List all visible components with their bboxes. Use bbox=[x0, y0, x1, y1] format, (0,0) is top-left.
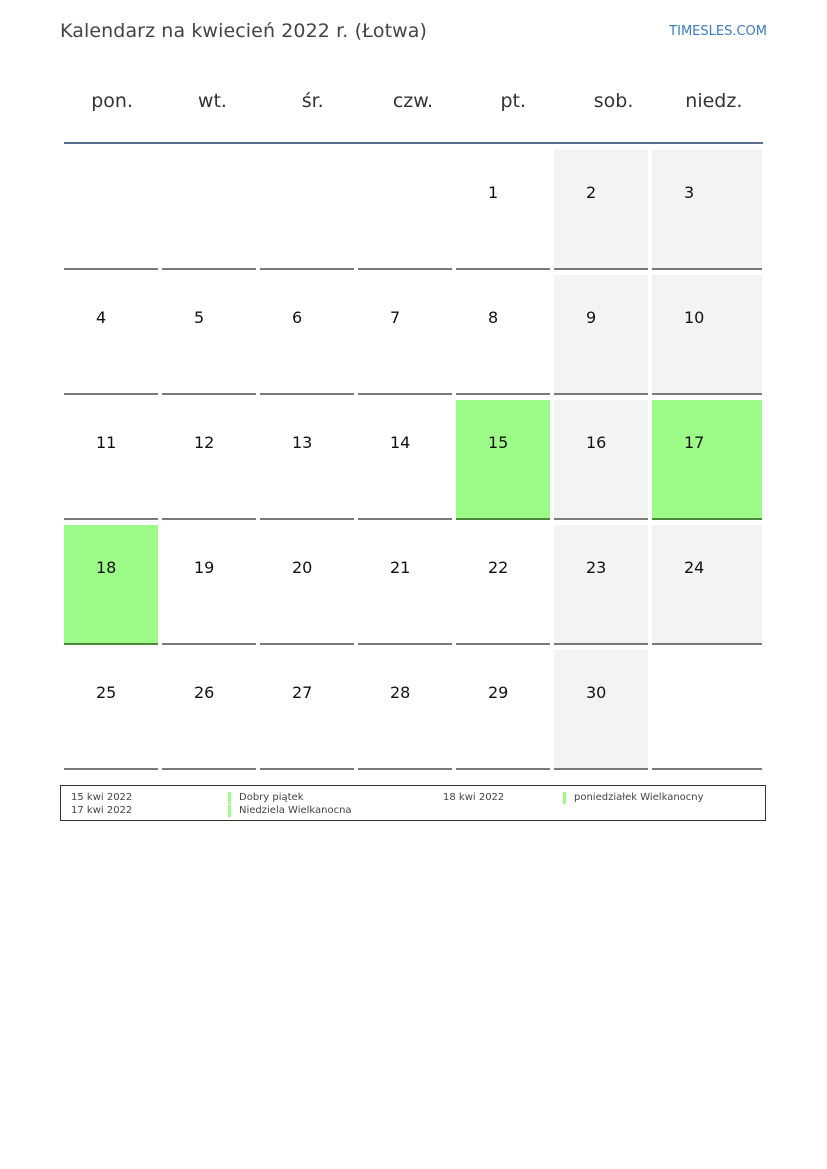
day-number: 2 bbox=[586, 183, 597, 202]
day-number: 12 bbox=[194, 433, 215, 452]
day-number: 1 bbox=[488, 183, 499, 202]
day-cell bbox=[162, 275, 256, 395]
weekday-saturday: sob. bbox=[593, 90, 634, 112]
day-cell bbox=[554, 275, 648, 395]
legend-holiday-name: poniedziałek Wielkanocny bbox=[563, 792, 704, 804]
day-cell bbox=[652, 525, 762, 645]
day-cell bbox=[260, 525, 354, 645]
day-cell bbox=[358, 525, 452, 645]
day-number: 18 bbox=[96, 558, 117, 577]
day-number: 29 bbox=[488, 683, 509, 702]
day-number: 21 bbox=[390, 558, 411, 577]
day-cell bbox=[456, 275, 550, 395]
legend-holiday-name: Dobry piątek bbox=[228, 792, 304, 804]
day-cell bbox=[162, 650, 256, 770]
day-cell bbox=[260, 650, 354, 770]
legend-date: 15 kwi 2022 bbox=[71, 792, 133, 803]
day-number: 17 bbox=[684, 433, 705, 452]
day-cell bbox=[64, 275, 158, 395]
legend-holiday-name: Niedziela Wielkanocna bbox=[228, 805, 352, 817]
day-cell bbox=[652, 150, 762, 270]
weekday-monday: pon. bbox=[91, 90, 134, 112]
day-number: 4 bbox=[96, 308, 107, 327]
empty-day-cell bbox=[652, 650, 762, 770]
day-number: 9 bbox=[586, 308, 597, 327]
day-cell bbox=[64, 400, 158, 520]
weekday-header bbox=[62, 90, 764, 112]
day-cell bbox=[162, 400, 256, 520]
day-cell bbox=[652, 275, 762, 395]
day-cell bbox=[358, 275, 452, 395]
day-number: 3 bbox=[684, 183, 695, 202]
day-number: 23 bbox=[586, 558, 607, 577]
legend-date: 18 kwi 2022 bbox=[443, 792, 505, 803]
day-number: 6 bbox=[292, 308, 303, 327]
day-cell bbox=[554, 525, 648, 645]
day-cell bbox=[64, 525, 158, 645]
day-cell bbox=[358, 650, 452, 770]
day-cell bbox=[456, 150, 550, 270]
day-number: 27 bbox=[292, 683, 313, 702]
day-cell bbox=[260, 400, 354, 520]
day-number: 7 bbox=[390, 308, 401, 327]
day-cell bbox=[456, 400, 550, 520]
weekday-friday: pt. bbox=[500, 90, 527, 112]
day-cell bbox=[358, 400, 452, 520]
day-number: 24 bbox=[684, 558, 705, 577]
holiday-legend bbox=[60, 785, 766, 821]
day-cell bbox=[260, 275, 354, 395]
day-cell bbox=[554, 150, 648, 270]
day-number: 25 bbox=[96, 683, 117, 702]
day-number: 28 bbox=[390, 683, 411, 702]
header-divider bbox=[64, 142, 763, 144]
day-number: 16 bbox=[586, 433, 607, 452]
day-number: 15 bbox=[488, 433, 509, 452]
weekday-thursday: czw. bbox=[392, 90, 434, 112]
empty-day-cell bbox=[260, 150, 354, 270]
day-number: 22 bbox=[488, 558, 509, 577]
day-number: 11 bbox=[96, 433, 117, 452]
empty-day-cell bbox=[64, 150, 158, 270]
day-cell bbox=[456, 525, 550, 645]
day-cell bbox=[554, 650, 648, 770]
day-cell bbox=[554, 400, 648, 520]
day-number: 19 bbox=[194, 558, 215, 577]
day-number: 5 bbox=[194, 308, 205, 327]
day-number: 8 bbox=[488, 308, 499, 327]
weekday-tuesday: wt. bbox=[197, 90, 227, 112]
day-cell bbox=[162, 525, 256, 645]
day-number: 13 bbox=[292, 433, 313, 452]
calendar-grid bbox=[64, 150, 764, 770]
day-number: 30 bbox=[586, 683, 607, 702]
day-number: 26 bbox=[194, 683, 215, 702]
weekday-sunday: niedz. bbox=[685, 90, 743, 112]
brand-link[interactable]: TIMESLES.COM bbox=[669, 24, 767, 39]
weekday-wednesday: śr. bbox=[301, 90, 324, 112]
legend-date: 17 kwi 2022 bbox=[71, 805, 133, 816]
day-number: 20 bbox=[292, 558, 313, 577]
day-number: 14 bbox=[390, 433, 411, 452]
day-number: 10 bbox=[684, 308, 705, 327]
day-cell bbox=[64, 650, 158, 770]
day-cell bbox=[652, 400, 762, 520]
empty-day-cell bbox=[358, 150, 452, 270]
empty-day-cell bbox=[162, 150, 256, 270]
day-cell bbox=[456, 650, 550, 770]
page-title: Kalendarz na kwiecień 2022 r. (Łotwa) bbox=[60, 20, 428, 42]
